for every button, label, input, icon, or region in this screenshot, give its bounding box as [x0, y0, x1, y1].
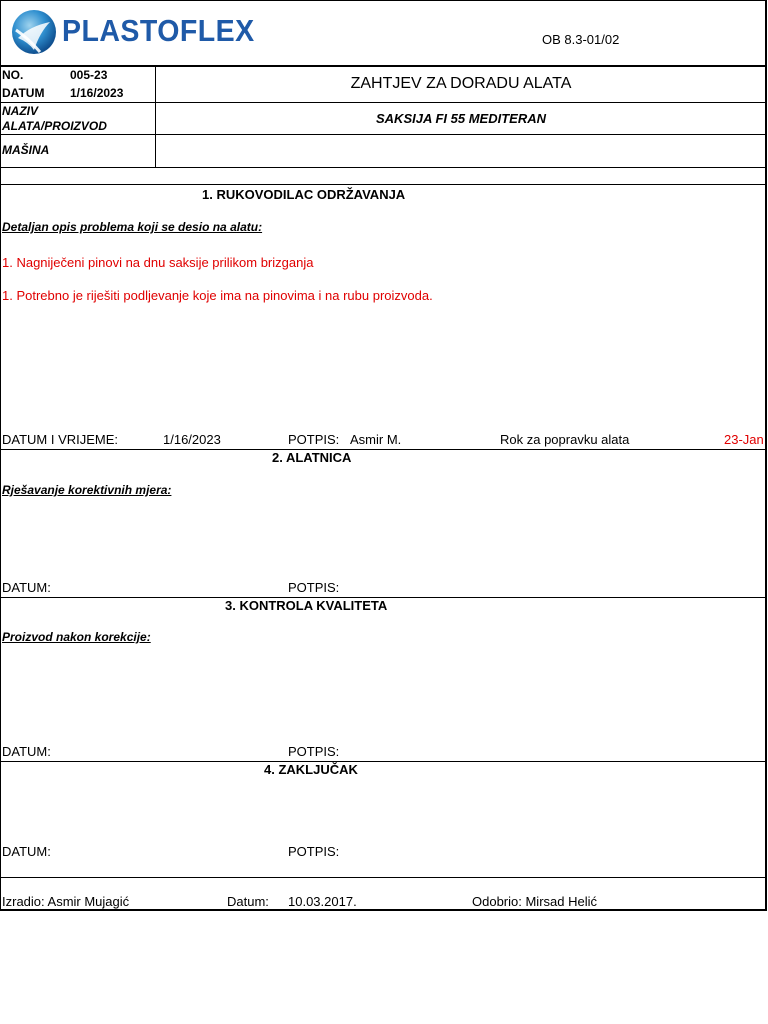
masina-label: MAŠINA — [2, 143, 50, 157]
footer-datum-value: 10.03.2017. — [288, 894, 357, 909]
rok-label: Rok za popravku alata — [500, 432, 630, 447]
naziv-value: SAKSIJA FI 55 MEDITERAN — [376, 111, 546, 126]
left-border — [0, 0, 1, 911]
datum-label: DATUM — [2, 86, 45, 100]
section3-potpis-label: POTPIS: — [288, 744, 340, 759]
section2-datum-label: DATUM: — [2, 580, 51, 595]
section2-potpis-label: POTPIS: — [288, 580, 340, 595]
rok-value: 23-Jan — [724, 432, 764, 447]
datum-value: 1/16/2023 — [70, 86, 124, 100]
section1-datum-value: 1/16/2023 — [163, 432, 221, 447]
section2-subtitle: Rješavanje korektivnih mjera: — [2, 483, 172, 497]
problem-line-1: 1. Nagniječeni pinovi na dnu saksije prilikom brizganja — [2, 255, 314, 270]
naziv-label-line1: NAZIV — [2, 104, 38, 118]
footer-datum-label: Datum: — [227, 894, 269, 909]
brand-name: PLASTOFLEX — [62, 13, 255, 48]
form-title: ZAHTJEV ZA DORADU ALATA — [350, 75, 572, 92]
section1-subtitle: Detaljan opis problema koji se desio na alatu: — [2, 220, 263, 234]
section3-title: 3. KONTROLA KVALITETA — [225, 598, 388, 613]
section1-title: 1. RUKOVODILAC ODRŽAVANJA — [202, 187, 406, 202]
section2-title: 2. ALATNICA — [272, 450, 352, 465]
footer-izradio: Izradio: Asmir Mujagić — [2, 894, 130, 909]
section1-datum-label: DATUM I VRIJEME: — [2, 432, 119, 447]
globe-icon — [10, 8, 58, 56]
naziv-label-line2: ALATA/PROIZVOD — [2, 119, 107, 133]
row-divider-1 — [0, 102, 767, 103]
row-divider-2 — [0, 134, 767, 135]
bottom-border — [0, 909, 767, 911]
section4-datum-label: DATUM: — [2, 844, 51, 859]
row-divider-3 — [0, 167, 767, 168]
section4-title: 4. ZAKLJUČAK — [264, 762, 358, 777]
section4-end — [0, 877, 767, 878]
section1-potpis-value: Asmir M. — [350, 432, 402, 447]
section3-subtitle: Proizvod nakon korekcije: — [2, 630, 151, 644]
brand-logo — [10, 8, 255, 56]
right-border — [765, 0, 767, 911]
section3-end — [0, 761, 767, 762]
section1-potpis-label: POTPIS: — [288, 432, 340, 447]
top-border — [0, 0, 767, 1]
footer-odobrio: Odobrio: Mirsad Helić — [472, 894, 597, 909]
no-label: NO. — [2, 68, 24, 82]
problem-line-2: 1. Potrebno je riješiti podljevanje koje ima na pinovima i na rubu proizvoda. — [2, 288, 433, 303]
section1-end — [0, 449, 767, 450]
header-divider — [0, 65, 767, 67]
section4-potpis-label: POTPIS: — [288, 844, 340, 859]
section3-datum-label: DATUM: — [2, 744, 51, 759]
no-value: 005-23 — [70, 68, 108, 82]
row-divider-4 — [0, 184, 767, 185]
form-code: OB 8.3-01/02 — [542, 32, 620, 47]
